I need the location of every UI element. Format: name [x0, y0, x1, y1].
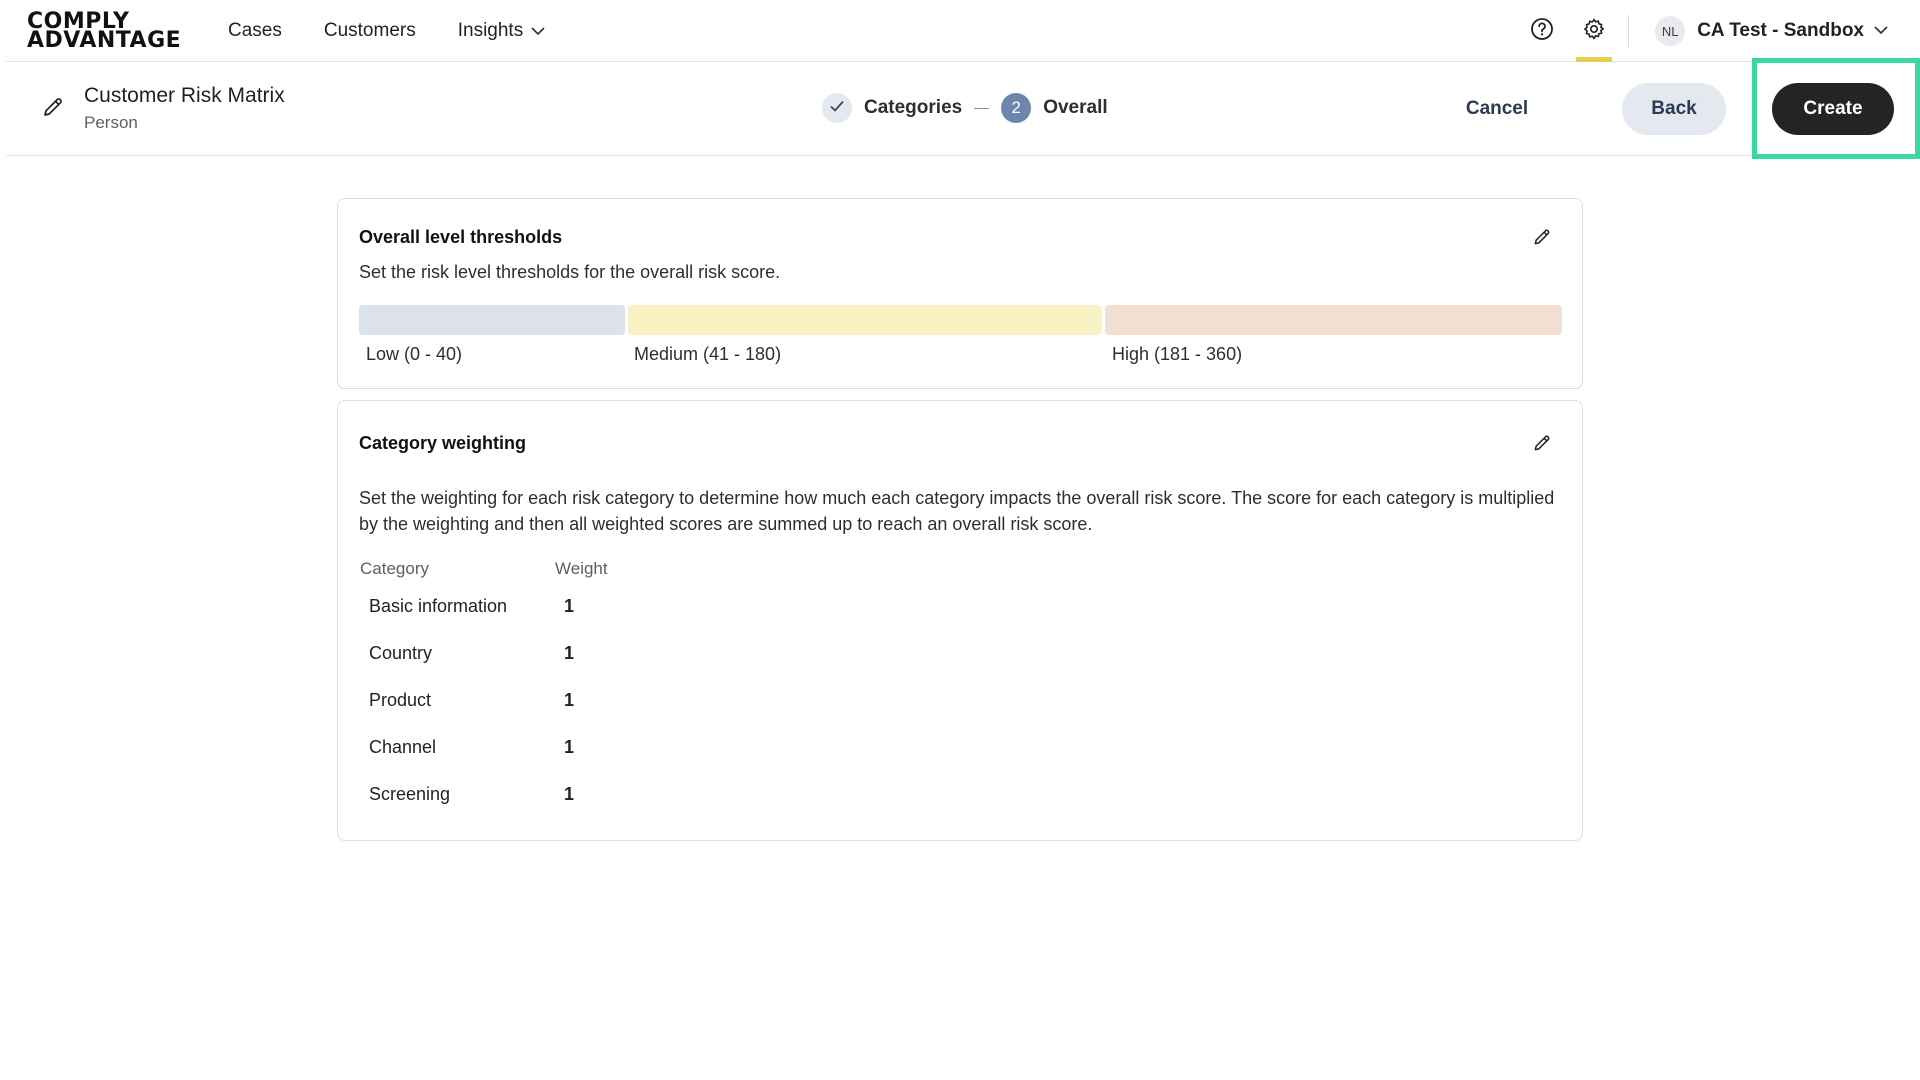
- weighting-card: [337, 400, 1583, 841]
- wizard-stepper: [822, 93, 1108, 123]
- page-subtitle: Person: [84, 113, 138, 132]
- edit-weighting-button[interactable]: [1528, 431, 1556, 459]
- row-weight: 1: [564, 784, 575, 804]
- gear-icon: [1582, 17, 1606, 46]
- brand-logo-line1: COMPLY: [27, 9, 130, 34]
- account-switcher[interactable]: [1655, 16, 1888, 46]
- table-row: [360, 690, 660, 720]
- row-weight: 1: [564, 690, 575, 710]
- chevron-down-icon: [1874, 22, 1888, 40]
- edit-thresholds-button[interactable]: [1528, 225, 1556, 253]
- nav-link-label: Customers: [323, 20, 416, 41]
- step-overall-number: 2: [1001, 93, 1031, 123]
- threshold-band-low: [359, 305, 625, 335]
- row-weight: 1: [564, 737, 575, 757]
- help-button[interactable]: [1522, 11, 1562, 51]
- nav-link-insights[interactable]: [458, 20, 545, 42]
- threshold-band-medium: [628, 305, 1102, 335]
- row-category: Screening: [369, 784, 451, 804]
- threshold-label-high: High (181 - 360): [1112, 344, 1243, 364]
- nav-link-label: Cases: [228, 20, 282, 41]
- chevron-down-icon: [531, 27, 545, 36]
- page-title: Customer Risk Matrix: [84, 84, 285, 107]
- weighting-title: Category weighting: [359, 433, 527, 453]
- table-row: [360, 737, 660, 767]
- thresholds-title: Overall level thresholds: [359, 227, 563, 247]
- pencil-icon: [1532, 433, 1552, 458]
- pencil-icon: [41, 95, 65, 124]
- row-weight: 1: [564, 596, 575, 616]
- table-row: [360, 596, 660, 626]
- nav-link-customers[interactable]: [324, 20, 416, 42]
- thresholds-description: Set the risk level thresholds for the overall risk score.: [359, 262, 781, 282]
- row-weight: 1: [564, 643, 575, 663]
- cancel-button[interactable]: Cancel: [1465, 98, 1529, 119]
- create-button[interactable]: Create: [1772, 83, 1894, 135]
- step-categories-label[interactable]: Categories: [864, 97, 963, 118]
- wizard-header: [6, 62, 1920, 156]
- thresholds-card: [337, 198, 1583, 389]
- settings-button[interactable]: [1574, 11, 1614, 51]
- avatar: NL: [1655, 16, 1685, 46]
- threshold-label-medium: Medium (41 - 180): [634, 344, 782, 364]
- table-row: [360, 784, 660, 814]
- column-header-weight: Weight: [555, 559, 608, 578]
- threshold-label-low: Low (0 - 40): [366, 344, 463, 364]
- table-row: [360, 643, 660, 673]
- threshold-band-high: [1105, 305, 1562, 335]
- step-categories-status: [822, 93, 852, 123]
- brand-logo-line2: ADVANTAGE: [27, 28, 182, 53]
- row-category: Product: [369, 690, 432, 710]
- row-category: Country: [369, 643, 433, 663]
- pencil-icon: [1532, 227, 1552, 252]
- top-navigation: [6, 0, 1920, 62]
- weighting-description: Set the weighting for each risk category to determine how much each category impacts the overall risk score. The score for each category is multiplied by the weighting and then all weighted scores are summed up to reach an overall risk score.: [359, 488, 1555, 534]
- back-button[interactable]: Back: [1622, 83, 1726, 135]
- edit-title-button[interactable]: [38, 94, 68, 124]
- nav-right: [1522, 0, 1920, 62]
- check-icon: [829, 99, 845, 118]
- row-category: Basic information: [369, 596, 508, 616]
- account-name: CA Test - Sandbox: [1697, 20, 1864, 41]
- threshold-bands: [359, 305, 1562, 335]
- step-connector: [974, 108, 989, 109]
- row-category: Channel: [369, 737, 437, 757]
- step-overall-label: Overall: [1043, 97, 1108, 118]
- main-nav: [228, 0, 587, 62]
- brand-logo[interactable]: [27, 9, 182, 53]
- question-circle-icon: [1530, 17, 1554, 46]
- nav-divider: [1628, 15, 1629, 47]
- column-header-category: Category: [360, 559, 429, 578]
- nav-link-cases[interactable]: [228, 20, 282, 42]
- nav-link-label: Insights: [457, 20, 524, 41]
